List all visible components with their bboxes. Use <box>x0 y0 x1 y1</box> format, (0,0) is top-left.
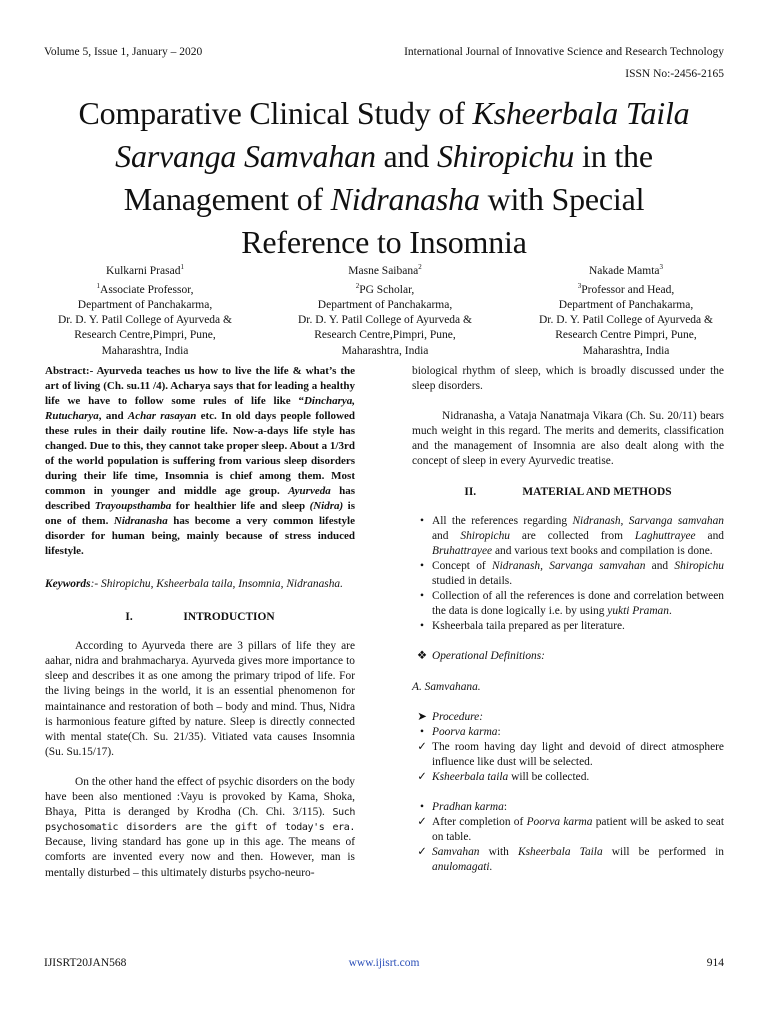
bullet-icon: • <box>420 590 424 603</box>
author-block-3: Nakade Mamta$^3$ $^3$Professor and Head, Department of Panchakarma, Dr. D. Y. Patil College of Ayurveda & Research Centre Pimpri, Pune, Maharashtra, India <box>539 263 713 357</box>
keywords-label: Keywords <box>45 578 91 590</box>
issn: ISSN No:-2456-2165 <box>625 68 724 80</box>
keywords: Keywords:- Shiropichu, Ksheerbala taila, Insomnia, Nidranasha. <box>45 578 343 590</box>
paper-title: Comparative Clinical Study of Ksheerbala Taila Sarvanga Samvahan and Shiropichu in the Management of Nidranasha with Special Reference to Insomnia <box>78 95 690 260</box>
intro-paragraph-1: According to Ayurveda there are 3 pillars of life they are aahar, nidra and brahmacharya. Ayurveda gives more importance to sleep and describes it as one among the primary tripod of life. For the living beings in the world, it is an essential phenomenon for maintainance and restoration of both – body and mind. Thus, Nidra is harmonious feature gifted by nature. Sleep is directly connected with mental state(Ch. Su. 21/35). Vitiated vata causes Insomnia (Su. Su.15/17). <box>45 640 355 758</box>
pradhan-list <box>412 800 724 875</box>
abstract: Abstract:- Ayurveda teaches us how to live the life & what’s the art of living (Ch. su.11 /4). Acharya says that for leading a healthy life we have to follow some rules of life like “Dincharya, Rutucharya, and Achar rasayan etc. In old days people followed these rules in their daily routine life. Now-a-days life style has changed. Due to this, they cannot take proper sleep. About a 1/3rd of the world population is suffering from various sleep disorders during their life time, Insomnia is chief among them. Most common in younger and middle age group. Ayurveda has described Trayoupsthamba for healthier life and sleep (Nidra) is one of them. Nidranasha has become a very common lifestyle disorder for human being, mainly because of stress induced lifestyle. <box>45 365 355 557</box>
journal-website-link[interactable]: www.ijisrt.com <box>348 957 420 969</box>
section-heading-introduction: I. INTRODUCTION <box>125 611 275 624</box>
list-item: ✓ After completion of Poorva karma patient will be asked to seat on table. <box>417 816 725 844</box>
subsection-samvahana: A. Samvahana. <box>412 680 481 693</box>
operational-definitions <box>412 649 724 664</box>
author-block-1: Kulkarni Prasad$^1$ $^1$Associate Professor, Department of Panchakarma, Dr. D. Y. Patil College of Ayurveda & Research Centre,Pimpri, Pune, Maharashtra, India <box>58 263 232 357</box>
journal-name: International Journal of Innovative Science and Research Technology <box>404 46 724 58</box>
list-item: • Collection of all the references is done and correlation between the data is done logically i.e. by using yukti Praman. <box>412 589 724 619</box>
check-icon: ✓ <box>417 816 427 829</box>
list-item: • All the references regarding Nidranash, Sarvanga samvahan and Shiropichu are collected from Laghuttrayee and Bruhattrayee and various text books and compilation is done. <box>412 514 724 559</box>
check-icon: ✓ <box>417 740 427 753</box>
right-column <box>412 364 724 876</box>
list-item: • Pradhan karma: <box>412 800 724 815</box>
list-item: • Concept of Nidranash, Sarvanga samvahan and Shiropichu studied in details. <box>412 559 724 589</box>
list-item: ➤ Procedure: <box>412 710 724 725</box>
list-item: ✓ Ksheerbala taila will be collected. <box>412 770 724 785</box>
list-item: ✓ The room having day light and devoid of direct atmosphere influence like dust will be selected. <box>417 740 724 768</box>
arrow-icon: ➤ <box>417 710 427 723</box>
bullet-icon: • <box>420 620 424 633</box>
paper-id: IJISRT20JAN568 <box>44 957 127 969</box>
check-icon: ✓ <box>417 770 427 783</box>
page-number: 914 <box>706 957 724 969</box>
procedure-list <box>412 710 724 785</box>
diamond-icon: ❖ <box>416 650 428 663</box>
section-heading-methods: II. MATERIAL AND METHODS <box>464 485 672 498</box>
list-item: ✓ Samvahan with Ksheerbala Taila will be performed in anulomagati. <box>417 846 724 874</box>
nidranasha-paragraph: Nidranasha, a Vataja Nanatmaja Vikara (Ch. Su. 20/11) bears much weight in this regard. The merits and demerits, classification and the management of Insomnia are also dealt along with the concept of sleep in every Ayurvedic treatise. <box>412 410 724 468</box>
bullet-icon: • <box>420 559 424 572</box>
list-item: • Ksheerbala taila prepared as per literature. <box>412 619 724 634</box>
author-block-2: Masne Saibana$^2$ $^2$PG Scholar, Department of Panchakarma, Dr. D. Y. Patil College of Ayurveda & Research Centre,Pimpri, Pune, Maharashtra, India <box>298 263 472 357</box>
check-icon: ✓ <box>417 846 427 859</box>
bullet-icon: • <box>420 801 424 814</box>
list-item: ❖ Operational Definitions: <box>412 649 724 664</box>
methods-list <box>412 514 724 635</box>
continued-paragraph: biological rhythm of sleep, which is broadly discussed under the sleep disorders. <box>412 365 724 393</box>
volume-info: Volume 5, Issue 1, January – 2020 <box>44 46 203 58</box>
bullet-icon: • <box>420 725 424 738</box>
bullet-icon: • <box>420 514 424 527</box>
list-item: • Poorva karma: <box>412 725 724 740</box>
intro-paragraph-2: On the other hand the effect of psychic disorders on the body have been also mentioned :Vayu is provoked by Kama, Shoka, Bhaya, Pitta is deranged by Krodha (Ch. Chi. 3/115). Such psychosomatic disorders are the gift of today's era. Because, living standard has gone up in this age. The means of comforts are invented every now and then. However, man is mentally disturbed – this ultimately disturbs psycho-neuro- <box>45 775 355 879</box>
left-column <box>45 364 355 881</box>
